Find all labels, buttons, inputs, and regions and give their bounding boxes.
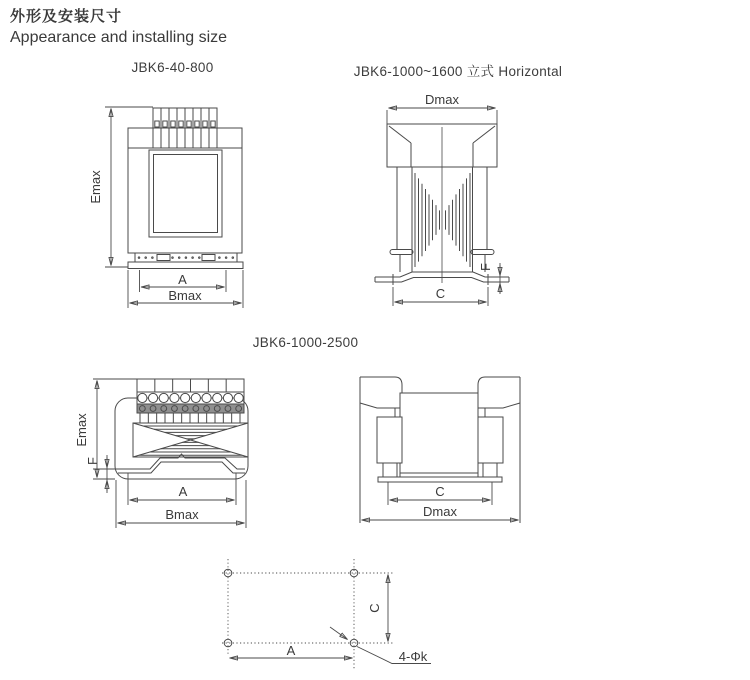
centerlines <box>222 559 394 669</box>
clamp-left <box>377 417 402 463</box>
fig1-caption: JBK6-40-800 <box>131 60 214 75</box>
fig2-side-view-drawing <box>355 85 535 315</box>
clamp-bar-left <box>390 250 413 255</box>
dim-label-a: A <box>178 484 188 499</box>
fig1-front-view-drawing <box>85 85 260 315</box>
dim-label-dmax: Dmax <box>425 92 459 107</box>
dim-label-bmax: Bmax <box>168 288 202 303</box>
dim-label-dmax: Dmax <box>423 504 457 519</box>
dimension-a <box>230 643 353 658</box>
dimension-dmax <box>387 92 497 124</box>
fig2-caption: JBK6-1000~1600 立式 Horizontal <box>353 64 563 79</box>
dim-label-f: F <box>85 457 100 465</box>
terminal-block <box>137 379 244 423</box>
coil-body <box>400 393 478 477</box>
dimension-c <box>367 575 388 642</box>
dimension-dmax <box>362 504 519 520</box>
dimension-emax <box>88 107 153 267</box>
core-window-outer <box>149 150 222 237</box>
dim-label-c: C <box>435 484 445 499</box>
dim-label-c: C <box>367 603 382 613</box>
mounting-base <box>128 253 243 269</box>
fig3-side-view-drawing <box>355 360 530 530</box>
hole-callout-label: 4-Φk <box>398 649 428 664</box>
dim-label-a: A <box>178 272 187 287</box>
page-title-english: Appearance and installing size <box>10 29 228 46</box>
core-window-inner <box>154 155 218 233</box>
page-header <box>10 5 227 47</box>
base-plate <box>378 477 502 482</box>
dimension-f <box>478 263 500 294</box>
clamp-right <box>478 417 503 463</box>
top-cap-left <box>360 377 402 408</box>
fig4-mounting-hole-pattern <box>195 545 445 680</box>
coil-and-clamps <box>377 393 503 482</box>
dim-label-emax: Emax <box>74 413 89 447</box>
mounting-slot-right <box>202 255 215 261</box>
dimension-c <box>388 482 492 505</box>
dim-label-emax: Emax <box>88 170 103 204</box>
dim-label-bmax: Bmax <box>165 507 199 522</box>
page-title-chinese: 外形及安装尺寸 <box>10 8 123 25</box>
clamp-bar-right <box>471 250 494 255</box>
mounting-slot-left <box>157 255 170 261</box>
fig3-caption: JBK6-1000-2500 <box>252 335 359 350</box>
dimension-c <box>393 286 488 306</box>
dim-label-c: C <box>435 286 446 301</box>
base-plate <box>128 262 243 269</box>
dim-label-a: A <box>286 643 296 658</box>
core-winding-cross <box>133 423 248 457</box>
fig3-front-view-drawing <box>74 360 255 535</box>
mounting-holes <box>224 569 358 647</box>
dimension-a <box>128 473 236 505</box>
dimension-f <box>85 455 118 493</box>
dim-label-f: F <box>478 263 493 271</box>
dimension-emax <box>74 379 137 478</box>
hole-callout <box>330 627 431 664</box>
winding-hatch <box>415 173 470 267</box>
top-cap-right <box>478 377 520 408</box>
